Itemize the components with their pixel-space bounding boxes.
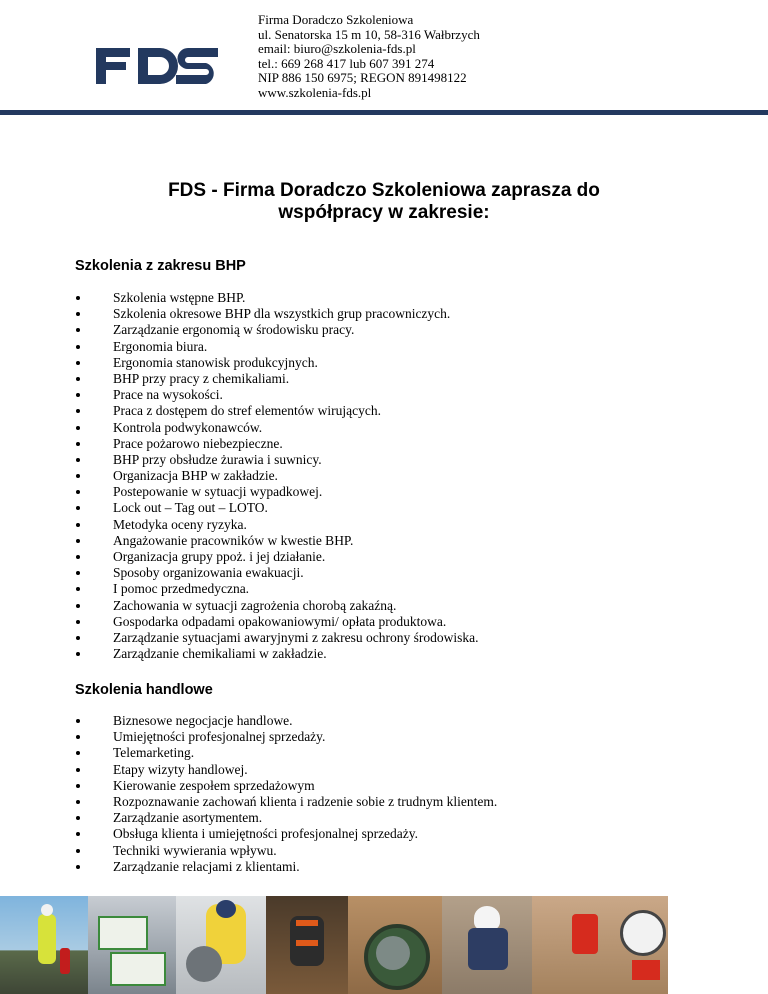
sales-training-item: Umiejętności profesjonalnej sprzedaży.: [0, 729, 497, 745]
photo-strip: [0, 896, 768, 994]
bhp-training-item: I pomoc przedmedyczna.: [0, 581, 478, 597]
sales-training-item: Zarządzanie asortymentem.: [0, 810, 497, 826]
sales-training-item: Etapy wizyty handlowej.: [0, 762, 497, 778]
page-title: [100, 180, 668, 224]
bhp-training-item: BHP przy obsłudze żurawia i suwnicy.: [0, 452, 478, 468]
bhp-training-item: Postepowanie w sytuacji wypadkowej.: [0, 484, 478, 500]
contact-website[interactable]: www.szkolenia-fds.pl: [258, 84, 372, 100]
sales-training-item: Rozpoznawanie zachowań klienta i radzenie sobie z trudnym klientem.: [0, 794, 497, 810]
contact-nip-regon: NIP 886 150 6975; REGON 891498122: [258, 70, 467, 86]
page-title-line: FDS - Firma Doradczo Szkoleniowa zaprasza do: [168, 180, 600, 201]
bhp-training-item: Zarządzanie chemikaliami w zakładzie.: [0, 646, 478, 662]
bhp-training-item: Zarządzanie ergonomią w środowisku pracy.: [0, 322, 478, 338]
sales-training-item: Kierowanie zespołem sprzedażowym: [0, 778, 497, 794]
photo-lockout-gauge: [532, 896, 668, 994]
sales-training-item: Biznesowe negocjacje handlowe.: [0, 713, 497, 729]
photo-fire-extinguisher-training: [0, 896, 88, 994]
header-divider: [0, 110, 768, 115]
sales-training-item: Telemarketing.: [0, 745, 497, 761]
bhp-training-item: Ergonomia biura.: [0, 339, 478, 355]
bhp-training-item: Szkolenia wstępne BHP.: [0, 290, 478, 306]
photo-hazmat-worker: [176, 896, 266, 994]
bhp-training-item: Angażowanie pracowników w kwestie BHP.: [0, 533, 478, 549]
bhp-training-item: Zachowania w sytuacji zagrożenia chorobą zakaźną.: [0, 598, 478, 614]
photo-confined-space-worker: [266, 896, 348, 994]
contact-block: [258, 13, 480, 101]
bhp-training-item: Gospodarka odpadami opakowaniowymi/ opłata produktowa.: [0, 614, 478, 630]
contact-phone: tel.: 669 268 417 lub 607 391 274: [258, 55, 435, 71]
photo-soil-sampling: [442, 896, 532, 994]
sales-training-list: [0, 713, 497, 875]
bhp-training-item: Kontrola podwykonawców.: [0, 420, 478, 436]
bhp-training-list: [0, 290, 478, 662]
bhp-training-item: Szkolenia okresowe BHP dla wszystkich grup pracowniczych.: [0, 306, 478, 322]
contact-company: Firma Doradczo Szkoleniowa: [258, 12, 414, 27]
letterhead: [0, 0, 768, 118]
bhp-training-item: Organizacja BHP w zakładzie.: [0, 468, 478, 484]
contact-address: ul. Senatorska 15 m 10, 58-316 Wałbrzych: [258, 26, 480, 42]
section-title-sales: Szkolenia handlowe: [75, 682, 213, 698]
bhp-training-item: Lock out – Tag out – LOTO.: [0, 500, 478, 516]
bhp-training-item: Praca z dostępem do stref elementów wirujących.: [0, 403, 478, 419]
fds-logo: [96, 44, 220, 86]
sales-training-item: Zarządzanie relacjami z klientami.: [0, 859, 497, 875]
section-title-bhp: Szkolenia z zakresu BHP: [75, 258, 246, 274]
bhp-training-item: Sposoby organizowania ewakuacji.: [0, 565, 478, 581]
sales-training-item: Techniki wywierania wpływu.: [0, 843, 497, 859]
bhp-training-item: Prace na wysokości.: [0, 387, 478, 403]
bhp-training-item: BHP przy pracy z chemikaliami.: [0, 371, 478, 387]
bhp-training-item: Ergonomia stanowisk produkcyjnych.: [0, 355, 478, 371]
contact-email[interactable]: email: biuro@szkolenia-fds.pl: [258, 41, 416, 57]
sales-training-item: Obsługa klienta i umiejętności profesjonalnej sprzedaży.: [0, 826, 497, 842]
photo-chemical-kit: [88, 896, 176, 994]
page-title-line: współpracy w zakresie:: [278, 202, 490, 223]
photo-manhole: [348, 896, 442, 994]
bhp-training-item: Zarządzanie sytuacjami awaryjnymi z zakresu ochrony środowiska.: [0, 630, 478, 646]
bhp-training-item: Metodyka oceny ryzyka.: [0, 517, 478, 533]
bhp-training-item: Organizacja grupy ppoż. i jej działanie.: [0, 549, 478, 565]
bhp-training-item: Prace pożarowo niebezpieczne.: [0, 436, 478, 452]
